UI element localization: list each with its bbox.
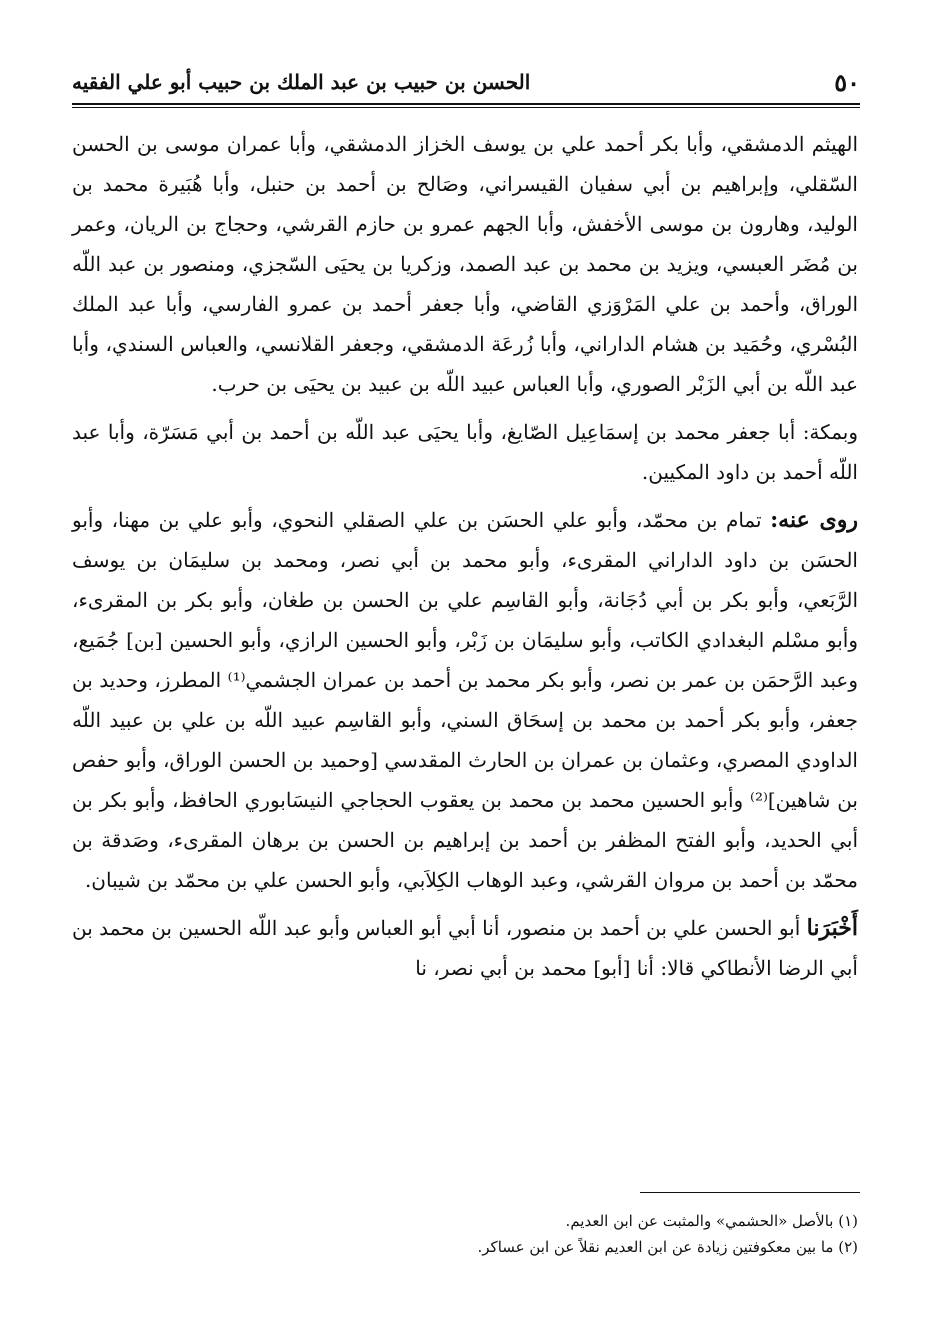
page-number: ٥٠ (834, 67, 860, 97)
running-title: الحسن بن حبيب بن عبد الملك بن حبيب أبو علي الفقيه (72, 70, 531, 94)
paragraph-text: أبو الحسن علي بن أحمد بن منصور، أنا أبي أبو العباس وأبو عبد اللّه الحسين بن محمد بن أبي الرضا الأنطاكي قالا: أنا [أبو] محمد بن أبي نصر، نا (72, 916, 858, 980)
paragraph-lead: أَخْبَرَنا (806, 915, 858, 941)
paragraph-lead: روى عنه: (770, 507, 859, 533)
paragraph (72, 908, 858, 988)
paragraph (72, 500, 858, 900)
footnote: (٢) ما بين معكوفتين زيادة عن ابن العديم نقلاً عن ابن عساكر. (477, 1238, 858, 1256)
footnote: (١) بالأصل «الحشمي» والمثبت عن ابن العديم. (565, 1212, 858, 1230)
footnotes (72, 1208, 858, 1260)
paragraph-text: تمام بن محمّد، وأبو علي الحسَن بن علي الصقلي النحوي، وأبو علي بن مهنا، وأبو الحسَن بن داود الداراني المقرىء، وأبو محمد بن أبي نصر، ومحمد بن سليمَان بن يوسف الرَّبَعي، وأبو بكر بن أبي دُجَانة، وأبو القاسِم علي بن الحسن بن طغان، وأبو بكر بن المقرىء، وأبو مسْلم البغدادي الكاتب، وأبو سليمَان بن زَبْر، وأبو الحسين الرازي، وأبو الحسين [بن] جُمَيع، وعبد الرَّحمَن بن عمر بن نصر، وأبو بكر محمد بن أحمد بن عمران الجشمي⁽¹⁾ المطرز، وحديد بن جعفر، وأبو بكر أحمد بن محمد بن إسحَاق السني، وأبو القاسِم عبيد اللّه بن علي بن عبيد اللّه الداودي المصري، وعثمان بن عمران بن الحارث المقدسي [وحميد بن الحسن الوراق، وأبو حفص بن شاهين]⁽²⁾ وأبو الحسين محمد بن محمد بن يعقوب الحجاجي النيسَابوري الحافظ، وأبو بكر بن أبي الحديد، وأبو الفتح المظفر بن أحمد بن إبراهيم بن الحسن بن برهان المقرىء، وصَدقة بن محمّد بن أحمد بن مروان القرشي، وعبد الوهاب الكِلاَبي، وأبو الحسن علي بن محمّد بن شيبان. (72, 508, 859, 892)
paragraph-text: وبمكة: أبا جعفر محمد بن إسمَاعِيل الصّايغ، وأبا يحيَى عبد اللّه بن أحمد بن أبي مَسَرّة، وأبا عبد اللّه أحمد بن داود المكيين. (72, 420, 858, 484)
paragraph (72, 412, 858, 492)
main-text (72, 124, 858, 996)
footnote-rule (640, 1192, 860, 1193)
page-header (72, 64, 860, 100)
paragraph (72, 124, 858, 404)
header-rule (72, 103, 860, 108)
paragraph-text: الهيثم الدمشقي، وأبا بكر أحمد علي بن يوسف الخزاز الدمشقي، وأبا عمران موسى بن الحسن السّقلي، وإبراهيم بن أبي سفيان القيسراني، وصَالح بن أحمد بن حنبل، وأبا هُبَيرة محمد بن الوليد، وهارون بن موسى الأخفش، وأبا الجهم عمرو بن حازم القرشي، وحجاج بن الريان، وعمر بن مُضَر العبسي، ويزيد بن محمد بن عبد الصمد، وزكريا بن يحيَى السّجزي، ومنصور بن عبد اللّه الوراق، وأحمد بن علي المَرْوَزي القاضي، وأبا جعفر أحمد بن عمرو الفارسي، وأبا عبد الملك البُسْري، وحُمَيد بن هشام الداراني، وأبا زُرعَة الدمشقي، وجعفر القلانسي، والعباس السندي، وأبا عبد اللّه بن أبي الزَبْر الصوري، وأبا العباس عبيد اللّه بن عبيد بن يحيَى بن حرب. (72, 132, 858, 396)
